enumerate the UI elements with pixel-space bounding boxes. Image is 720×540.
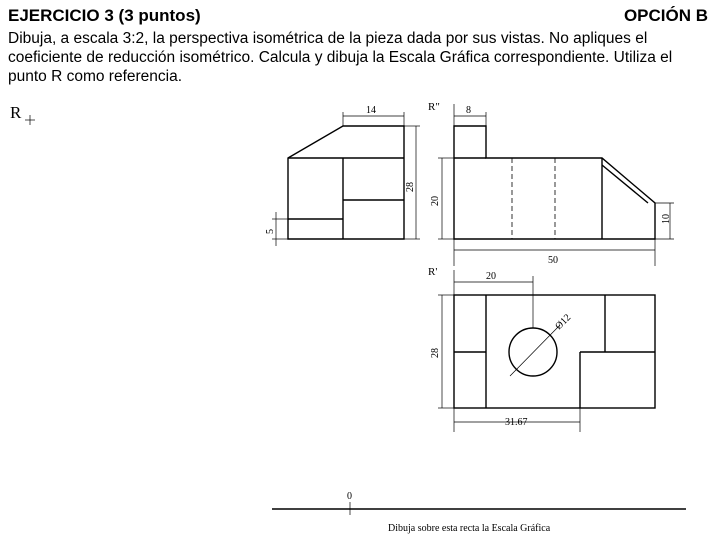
option-label: OPCIÓN B <box>623 6 708 25</box>
exercise-title: EJERCICIO 3 (3 puntos) <box>8 6 201 25</box>
side-view <box>430 104 674 266</box>
dim-top-width: 20 <box>486 271 496 282</box>
dim-top-height: 28 <box>430 348 441 358</box>
scale-zero-label: 0 <box>347 491 352 502</box>
dim-front-height: 28 <box>405 182 416 192</box>
dim-front-top-width: 14 <box>366 105 376 116</box>
dim-side-width: 50 <box>548 255 558 266</box>
reference-point-label: R <box>10 103 22 122</box>
dim-top-offset: 31.67 <box>505 417 528 428</box>
reference-point-r <box>10 103 35 125</box>
front-view <box>265 105 420 246</box>
graphic-scale-line <box>272 491 686 534</box>
instructions-text: Dibuja, a escala 3:2, la perspectiva isométrica de la pieza dada por sus vistas. No apliques el coeficiente de reducción isométrico. Calcula y dibuja la Escala Gráfica correspondiente. Utiliza el punto R como referencia. <box>8 30 673 85</box>
dim-side-height-20: 20 <box>430 196 441 206</box>
top-view <box>430 270 655 432</box>
label-r-prime: R' <box>428 266 438 278</box>
dim-front-step: 5 <box>265 229 276 234</box>
label-r-double-prime: R" <box>428 101 440 113</box>
scale-caption: Dibuja sobre esta recta la Escala Gráfica <box>388 523 551 534</box>
dim-top-diameter: Ø12 <box>553 312 574 333</box>
dim-side-height-10: 10 <box>661 214 672 224</box>
dim-side-top: 8 <box>466 105 471 116</box>
